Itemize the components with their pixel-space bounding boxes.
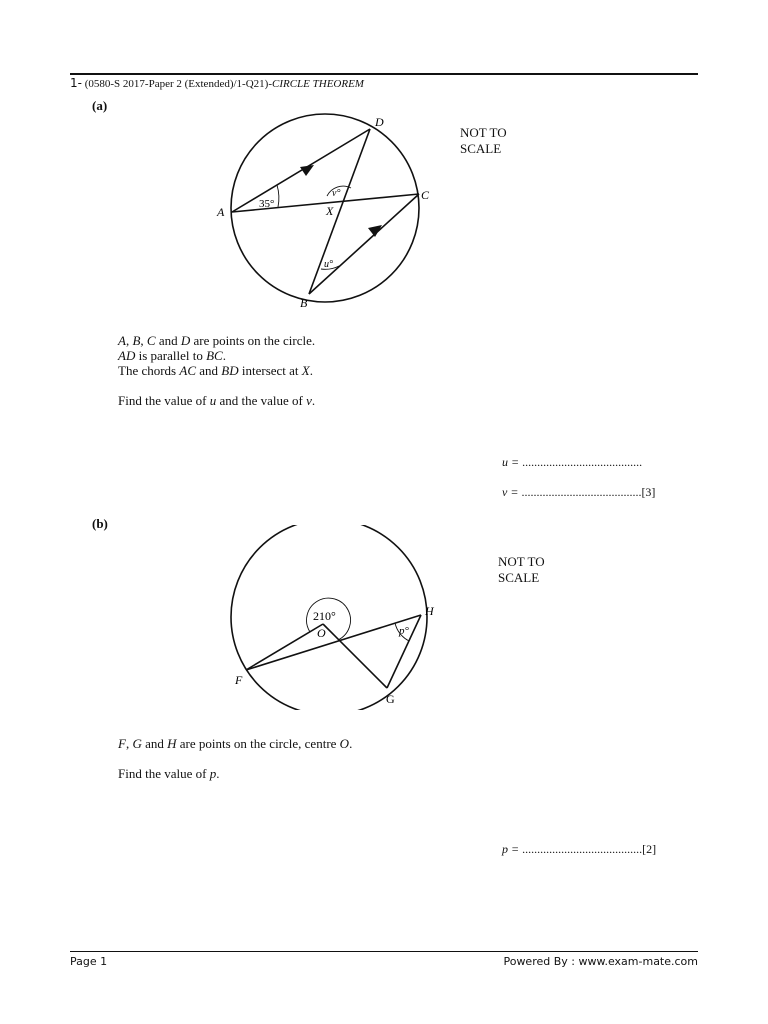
scale-line: SCALE <box>460 141 502 156</box>
question-number: 1- <box>70 76 82 90</box>
question-header <box>70 76 364 90</box>
point-h-label: H <box>425 604 434 618</box>
parallel-arrow-bc <box>368 225 382 237</box>
not-to-line: NOT TO <box>460 125 507 140</box>
angle-35-label: 35° <box>259 198 275 210</box>
statement-parallel: AD is parallel to BC. <box>118 348 226 363</box>
point-d-label: D <box>375 115 384 129</box>
statement-chords: The chords AC and BD intersect at X. <box>118 363 313 378</box>
powered-by: Powered By : www.exam-mate.com <box>503 955 698 968</box>
part-a-marks: [3] <box>641 485 656 499</box>
point-b-label: B <box>300 296 308 310</box>
part-a-question: Find the value of u and the value of v. <box>118 393 316 408</box>
angle-u-label: u° <box>324 259 333 270</box>
answer-v-label: v = <box>502 485 519 499</box>
part-a-diagram <box>210 105 440 315</box>
angle-v-label: v° <box>332 188 341 199</box>
chord-ad <box>232 129 370 212</box>
part-a-not-to-scale <box>460 125 507 157</box>
point-x-label: X <box>326 204 334 218</box>
scale-line: SCALE <box>498 570 540 585</box>
answer-p-label: p = <box>502 842 520 856</box>
part-b-question: Find the value of p. <box>118 766 220 781</box>
question-topic: CIRCLE THEOREM <box>271 78 364 90</box>
radius-og <box>323 624 387 688</box>
top-rule <box>70 73 698 75</box>
answer-u-line <box>502 455 642 470</box>
part-b-label: (b) <box>92 516 108 531</box>
point-g-label: G <box>386 692 395 706</box>
point-f-label: F <box>235 673 243 687</box>
part-b-not-to-scale <box>498 554 545 586</box>
chord-bd <box>309 129 370 294</box>
angle-210-label: 210° <box>313 609 336 623</box>
page-number: Page 1 <box>70 955 108 968</box>
angle-p-label: p° <box>399 625 409 637</box>
answer-u-label: u = <box>502 455 520 469</box>
part-a-label: (a) <box>92 98 108 113</box>
part-b-marks: [2] <box>642 842 657 856</box>
point-o-label: O <box>317 626 326 640</box>
point-c-label: C <box>421 188 430 202</box>
question-source: (0580-S 2017-Paper 2 (Extended)/1-Q21)- <box>84 78 272 90</box>
point-a-label: A <box>217 205 225 219</box>
answer-p-line <box>502 842 656 857</box>
bottom-rule <box>70 951 698 952</box>
answer-v-line <box>502 485 655 500</box>
answer-v-blank[interactable]: ........................................ <box>521 485 642 499</box>
not-to-line: NOT TO <box>498 554 545 569</box>
part-b-statement: F, G and H are points on the circle, centre O. <box>118 736 353 751</box>
arc-35 <box>277 185 279 207</box>
answer-u-blank[interactable]: ........................................ <box>522 455 643 469</box>
statement-points: A, B, C and D are points on the circle. <box>118 333 316 348</box>
answer-p-blank[interactable]: ........................................ <box>522 842 643 856</box>
radius-of <box>246 624 323 670</box>
part-b-diagram <box>225 525 440 710</box>
part-a-statements <box>118 333 315 408</box>
